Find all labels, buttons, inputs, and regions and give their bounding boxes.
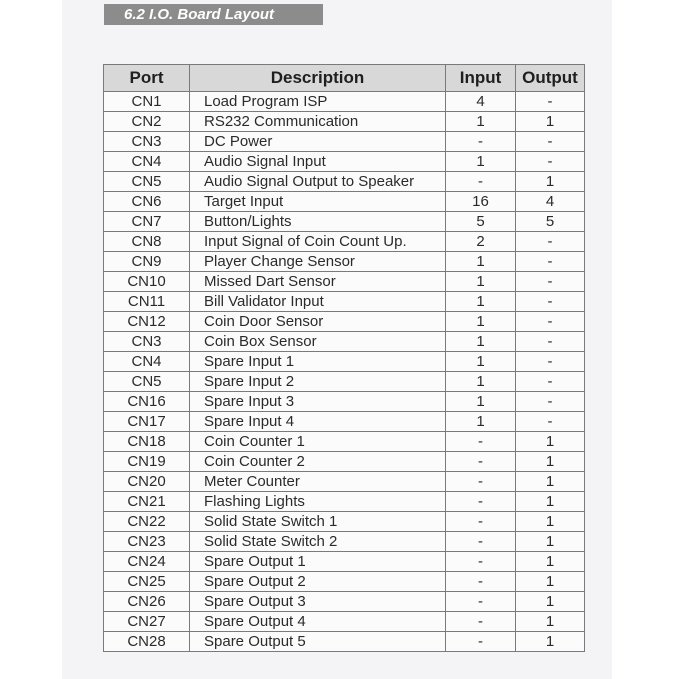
description-cell: Flashing Lights — [190, 492, 446, 512]
port-cell: CN28 — [104, 632, 190, 652]
description-cell: Load Program ISP — [190, 92, 446, 112]
description-cell: Missed Dart Sensor — [190, 272, 446, 292]
output-cell: - — [516, 352, 585, 372]
port-cell: CN7 — [104, 212, 190, 232]
description-cell: Button/Lights — [190, 212, 446, 232]
table-row — [104, 492, 585, 512]
input-cell: - — [446, 632, 516, 652]
io-board-table — [103, 64, 585, 652]
table-row — [104, 372, 585, 392]
description-cell: Coin Box Sensor — [190, 332, 446, 352]
input-cell: - — [446, 132, 516, 152]
table-row — [104, 272, 585, 292]
input-cell: - — [446, 492, 516, 512]
output-cell: 1 — [516, 532, 585, 552]
output-cell: 1 — [516, 472, 585, 492]
port-cell: CN4 — [104, 152, 190, 172]
output-cell: 5 — [516, 212, 585, 232]
table-row — [104, 392, 585, 412]
output-cell: - — [516, 152, 585, 172]
input-cell: 1 — [446, 292, 516, 312]
output-cell: 4 — [516, 192, 585, 212]
table-row — [104, 312, 585, 332]
output-cell: 1 — [516, 492, 585, 512]
port-cell: CN12 — [104, 312, 190, 332]
table-row — [104, 472, 585, 492]
input-cell: - — [446, 592, 516, 612]
input-cell: - — [446, 552, 516, 572]
port-cell: CN24 — [104, 552, 190, 572]
table-row — [104, 412, 585, 432]
output-cell: - — [516, 132, 585, 152]
description-cell: Coin Counter 1 — [190, 432, 446, 452]
port-cell: CN3 — [104, 132, 190, 152]
input-cell: 1 — [446, 352, 516, 372]
description-cell: RS232 Communication — [190, 112, 446, 132]
table-header-row — [104, 65, 585, 92]
port-cell: CN26 — [104, 592, 190, 612]
description-cell: Solid State Switch 2 — [190, 532, 446, 552]
table-row — [104, 292, 585, 312]
table-row — [104, 572, 585, 592]
input-cell: 1 — [446, 152, 516, 172]
output-cell: - — [516, 412, 585, 432]
input-cell: - — [446, 432, 516, 452]
port-cell: CN9 — [104, 252, 190, 272]
output-cell: 1 — [516, 172, 585, 192]
input-cell: 5 — [446, 212, 516, 232]
table-row — [104, 152, 585, 172]
input-cell: 1 — [446, 372, 516, 392]
input-cell: - — [446, 572, 516, 592]
description-cell: Target Input — [190, 192, 446, 212]
table-body — [104, 92, 585, 652]
output-cell: - — [516, 392, 585, 412]
port-cell: CN5 — [104, 372, 190, 392]
output-cell: 1 — [516, 112, 585, 132]
description-cell: DC Power — [190, 132, 446, 152]
output-cell: 1 — [516, 572, 585, 592]
input-cell: 4 — [446, 92, 516, 112]
port-cell: CN10 — [104, 272, 190, 292]
input-cell: 1 — [446, 392, 516, 412]
input-cell: 1 — [446, 112, 516, 132]
output-cell: 1 — [516, 512, 585, 532]
port-cell: CN21 — [104, 492, 190, 512]
port-cell: CN16 — [104, 392, 190, 412]
input-cell: - — [446, 452, 516, 472]
output-cell: - — [516, 372, 585, 392]
port-cell: CN20 — [104, 472, 190, 492]
description-cell: Spare Output 1 — [190, 552, 446, 572]
description-column-header: Description — [190, 65, 446, 92]
output-cell: - — [516, 252, 585, 272]
output-cell: - — [516, 92, 585, 112]
description-cell: Meter Counter — [190, 472, 446, 492]
output-cell: 1 — [516, 632, 585, 652]
description-cell: Coin Door Sensor — [190, 312, 446, 332]
table-row — [104, 332, 585, 352]
table-row — [104, 212, 585, 232]
table-row — [104, 92, 585, 112]
port-cell: CN18 — [104, 432, 190, 452]
output-cell: - — [516, 292, 585, 312]
port-cell: CN1 — [104, 92, 190, 112]
input-cell: - — [446, 612, 516, 632]
port-cell: CN17 — [104, 412, 190, 432]
table-row — [104, 512, 585, 532]
output-column-header: Output — [516, 65, 585, 92]
input-cell: - — [446, 172, 516, 192]
port-cell: CN8 — [104, 232, 190, 252]
input-cell: 16 — [446, 192, 516, 212]
table-row — [104, 452, 585, 472]
description-cell: Audio Signal Output to Speaker — [190, 172, 446, 192]
description-cell: Spare Output 5 — [190, 632, 446, 652]
port-cell: CN3 — [104, 332, 190, 352]
port-cell: CN11 — [104, 292, 190, 312]
description-cell: Spare Output 4 — [190, 612, 446, 632]
description-cell: Bill Validator Input — [190, 292, 446, 312]
description-cell: Coin Counter 2 — [190, 452, 446, 472]
input-cell: 1 — [446, 412, 516, 432]
output-cell: 1 — [516, 452, 585, 472]
output-cell: 1 — [516, 612, 585, 632]
input-cell: 1 — [446, 272, 516, 292]
table-row — [104, 112, 585, 132]
input-cell: - — [446, 532, 516, 552]
table-row — [104, 612, 585, 632]
output-cell: - — [516, 232, 585, 252]
port-cell: CN27 — [104, 612, 190, 632]
output-cell: - — [516, 312, 585, 332]
section-heading: 6.2 I.O. Board Layout — [104, 4, 323, 25]
description-cell: Spare Input 4 — [190, 412, 446, 432]
port-cell: CN19 — [104, 452, 190, 472]
input-cell: 1 — [446, 312, 516, 332]
port-cell: CN22 — [104, 512, 190, 532]
port-cell: CN23 — [104, 532, 190, 552]
output-cell: - — [516, 332, 585, 352]
table-row — [104, 352, 585, 372]
input-cell: 2 — [446, 232, 516, 252]
table-row — [104, 192, 585, 212]
description-cell: Spare Input 3 — [190, 392, 446, 412]
output-cell: 1 — [516, 432, 585, 452]
output-cell: 1 — [516, 552, 585, 572]
table-row — [104, 632, 585, 652]
table-row — [104, 172, 585, 192]
table-row — [104, 532, 585, 552]
port-column-header: Port — [104, 65, 190, 92]
table-row — [104, 232, 585, 252]
table-row — [104, 252, 585, 272]
description-cell: Spare Input 2 — [190, 372, 446, 392]
port-cell: CN5 — [104, 172, 190, 192]
output-cell: - — [516, 272, 585, 292]
table-row — [104, 432, 585, 452]
description-cell: Player Change Sensor — [190, 252, 446, 272]
description-cell: Audio Signal Input — [190, 152, 446, 172]
table-row — [104, 552, 585, 572]
input-cell: 1 — [446, 332, 516, 352]
table-row — [104, 592, 585, 612]
output-cell: 1 — [516, 592, 585, 612]
table-row — [104, 132, 585, 152]
input-cell: 1 — [446, 252, 516, 272]
input-cell: - — [446, 512, 516, 532]
input-cell: - — [446, 472, 516, 492]
description-cell: Spare Output 3 — [190, 592, 446, 612]
port-cell: CN2 — [104, 112, 190, 132]
description-cell: Spare Output 2 — [190, 572, 446, 592]
port-cell: CN25 — [104, 572, 190, 592]
input-column-header: Input — [446, 65, 516, 92]
description-cell: Input Signal of Coin Count Up. — [190, 232, 446, 252]
port-cell: CN6 — [104, 192, 190, 212]
description-cell: Spare Input 1 — [190, 352, 446, 372]
description-cell: Solid State Switch 1 — [190, 512, 446, 532]
port-cell: CN4 — [104, 352, 190, 372]
